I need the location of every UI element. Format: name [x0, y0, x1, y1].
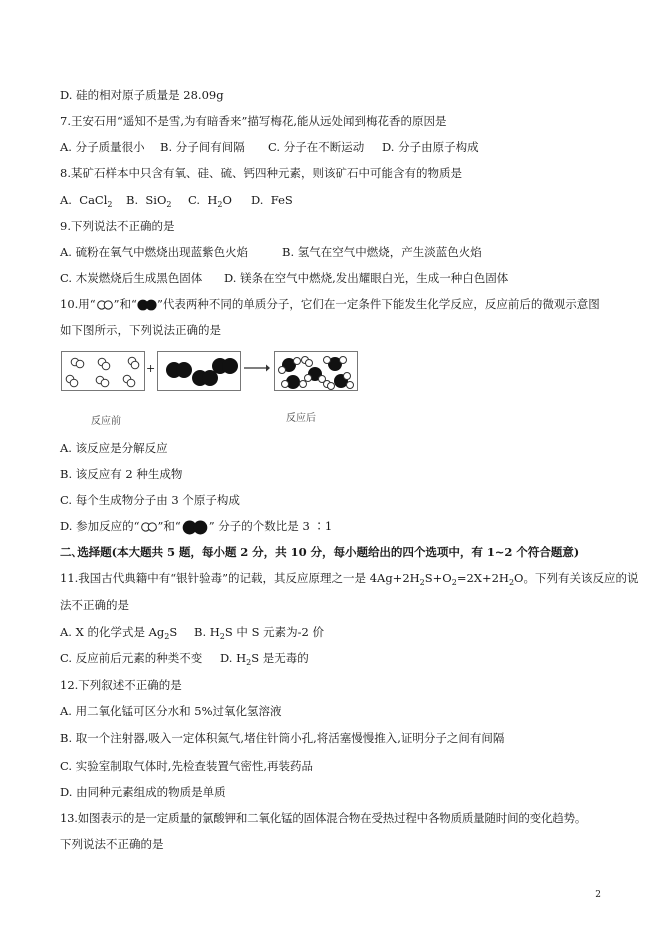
q7-option-c: C. 分子在不断运动: [268, 140, 365, 154]
q10-option-c: C. 每个生成物分子由 3 个原子构成: [60, 493, 240, 507]
white-molecule-icon: [96, 299, 114, 311]
white-molecule-icon: [140, 521, 158, 533]
q8-option-b: B. SiO$_2$: [126, 193, 172, 209]
q12-option-d: D. 由同种元素组成的物质是单质: [60, 785, 226, 799]
q12-stem: 12.下列叙述不正确的是: [60, 678, 182, 692]
after-reaction-box: [274, 351, 358, 391]
q11-option-c: C. 反应前后元素的种类不变: [60, 651, 203, 665]
q11-line-cd: [60, 650, 309, 671]
q6-option-d: D. 硅的相对原子质量是 28.09g: [60, 88, 224, 102]
page-number: 2: [595, 890, 601, 900]
q9-option-d: D. 镁条在空气中燃烧,发出耀眼白光，生成一种白色固体: [224, 271, 509, 285]
q9-line-cd: [60, 270, 508, 286]
black-molecule-icon: [137, 299, 157, 311]
q7-options: [60, 139, 479, 155]
q7-option-a: A. 分子质量很小: [60, 140, 145, 154]
q10-option-d: D. 参加反应的“ ”和“ ” 分子的个数比是 3 ∶1: [60, 519, 333, 533]
q11-option-d: D. $H_2S$ 是无毒的: [220, 651, 309, 667]
q13-stem-line2: 下列说法不正确的是: [60, 837, 164, 851]
q9-option-c: C. 木炭燃烧后生成黑色固体: [60, 271, 203, 285]
q12-option-a: A. 用二氧化锰可区分水和 5%过氧化氢溶液: [60, 704, 282, 718]
caption-after: 反应后: [286, 413, 316, 424]
q11-option-b: B. $H_2S$ 中 S 元素为-2 价: [194, 625, 324, 641]
q8-stem: 8.某矿石样本中只含有氧、硅、硫、钙四种元素，则该矿石中可能含有的物质是: [60, 166, 462, 180]
q11-line-ab: [60, 624, 324, 645]
q11-stem-line1: 11.我国古代典籍中有“银针验毒”的记载，其反应原理之一是 $4Ag+2H_2S+O_2=2X+2H_2O$。下列有关该反应的说: [60, 571, 639, 587]
black-molecule-particles: [158, 352, 240, 390]
plus-sign: +: [146, 362, 156, 375]
q9-line-ab: [60, 244, 482, 260]
q8-option-d: D. FeS: [251, 193, 293, 207]
before-reaction-particles: [62, 352, 144, 390]
q13-stem-line1: 13.如图表示的是一定质量的氯酸钾和二氧化锰的固体混合物在受热过程中各物质质量随时间的变化趋势。: [60, 811, 587, 825]
after-reaction-particles: [275, 352, 357, 390]
black-molecule-icon: [181, 520, 209, 535]
q11-stem-line2: 法不正确的是: [60, 598, 129, 612]
q12-option-b: B. 取一个注射器,吸入一定体积氮气,堵住针筒小孔,将活塞慢慢推入,证明分子之间有间隔: [60, 731, 505, 745]
q7-option-d: D. 分子由原子构成: [382, 140, 479, 154]
q9-option-a: A. 硫粉在氧气中燃烧出现蓝紫色火焰: [60, 245, 249, 259]
q10-stem-line1: 10.用“ ”和“ ”代表两种不同的单质分子，它们在一定条件下能发生化学反应，反应前后的微观示意图: [60, 297, 600, 311]
q8-option-a: A. CaCl$_2$: [60, 193, 113, 209]
q8-options: [60, 192, 293, 213]
q8-option-c: C. $H_2O$: [188, 193, 232, 209]
q10-option-b: B. 该反应有 2 种生成物: [60, 467, 183, 481]
q12-option-c: C. 实验室制取气体时,先检查装置气密性,再装药品: [60, 759, 314, 773]
section-heading: 二､选择题(本大题共 5 题，每小题 2 分，共 10 分，每小题给出的四个选项中，有 1~2 个符合题意): [60, 545, 580, 559]
reaction-arrow-icon: [244, 363, 270, 373]
q11-option-a: A. X 的化学式是 $Ag_2S$: [60, 625, 178, 641]
before-reaction-box-2: [157, 351, 241, 391]
caption-before: 反应前: [91, 416, 121, 427]
q10-stem-line2: 如下图所示，下列说法正确的是: [60, 323, 221, 337]
before-reaction-box: [61, 351, 145, 391]
q9-option-b: B. 氢气在空气中燃烧，产生淡蓝色火焰: [282, 245, 482, 259]
q10-option-a: A. 该反应是分解反应: [60, 441, 168, 455]
q7-stem: 7.王安石用“遥知不是雪,为有暗香来”描写梅花,能从远处闻到梅花香的原因是: [60, 114, 447, 128]
q7-option-b: B. 分子间有间隔: [160, 140, 245, 154]
q9-stem: 9.下列说法不正确的是: [60, 219, 175, 233]
